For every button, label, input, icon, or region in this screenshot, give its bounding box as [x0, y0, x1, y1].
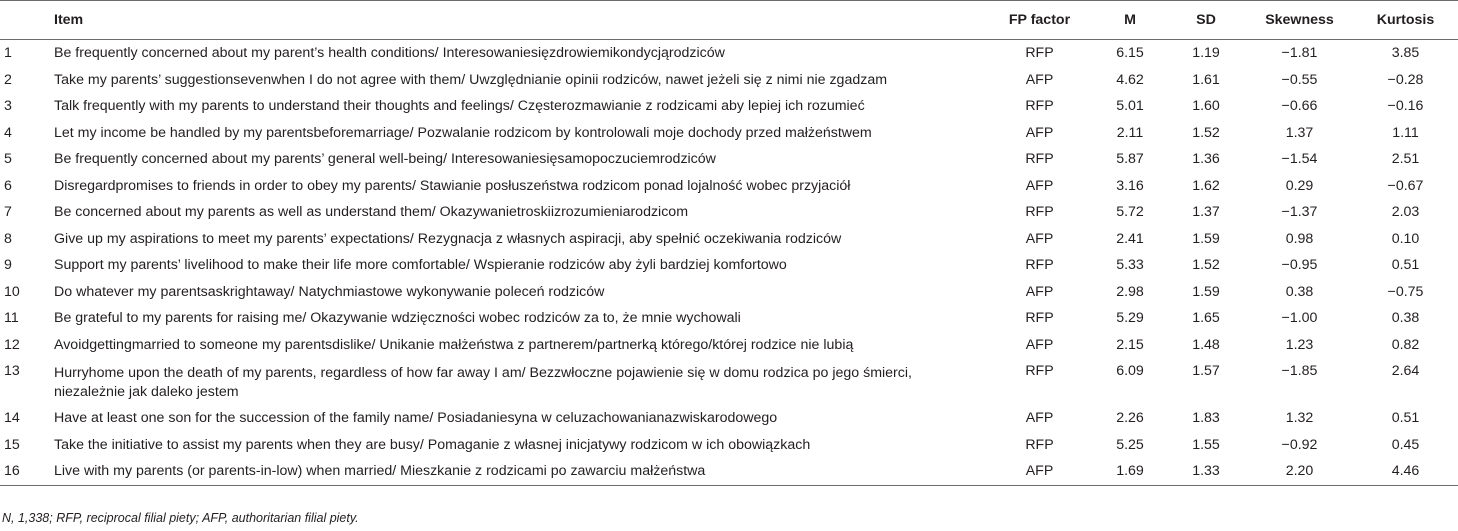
- table-row: [0, 173, 1458, 200]
- row-kurtosis: 0.45: [1391, 436, 1420, 453]
- header-number: [0, 1, 50, 40]
- row-mean: 4.62: [1116, 71, 1144, 88]
- row-item-text: Be frequently concerned about my parents’ general well-being/ Interesowaniesięsamopoczuciemrodziców: [54, 151, 716, 168]
- row-item-text: Do whatever my parentsaskrightaway/ Natychmiastowe wykonywanie poleceń rodziców: [54, 283, 605, 300]
- row-kurtosis: 2.51: [1391, 151, 1420, 168]
- row-mean: 5.01: [1116, 98, 1144, 115]
- row-skewness: −0.92: [1281, 436, 1318, 453]
- table-row: [0, 199, 1458, 226]
- row-number: 6: [4, 177, 12, 194]
- table-row: [0, 332, 1458, 359]
- row-mean: 5.29: [1116, 310, 1144, 327]
- header-row: [0, 1, 1458, 40]
- table-row: [0, 458, 1458, 485]
- row-number: 14: [4, 410, 20, 427]
- table-header: [0, 1, 1458, 40]
- row-skewness: 2.20: [1246, 458, 1353, 485]
- row-number: 15: [4, 436, 20, 453]
- row-mean: 6.09: [1116, 363, 1144, 379]
- table-row: [0, 67, 1458, 94]
- row-sd: 1.83: [1192, 410, 1220, 427]
- row-fp-factor: AFP: [1025, 283, 1054, 300]
- row-fp-factor: RFP: [1025, 45, 1054, 62]
- header-sd: SD: [1166, 1, 1246, 40]
- row-fp-factor: AFP: [1025, 71, 1054, 88]
- row-kurtosis: 0.51: [1391, 410, 1420, 427]
- table-row: [0, 432, 1458, 459]
- row-skewness: −1.00: [1281, 310, 1318, 327]
- row-mean: 3.16: [1116, 177, 1144, 194]
- row-sd: 1.59: [1192, 283, 1220, 300]
- row-item-text: Avoidgettingmarried to someone my parentsdislike/ Unikanie małżeństwa z partnerem/partnerką którego/której rodzice nie lubią: [54, 336, 854, 353]
- row-kurtosis: 2.64: [1391, 363, 1420, 379]
- row-mean: 2.15: [1116, 336, 1144, 353]
- row-fp-factor: AFP: [985, 458, 1094, 485]
- row-mean: 1.69: [1094, 458, 1166, 485]
- row-skewness: 0.98: [1285, 230, 1314, 247]
- row-kurtosis: 0.10: [1391, 230, 1420, 247]
- row-fp-factor: AFP: [1025, 124, 1054, 141]
- row-mean: 2.26: [1116, 410, 1144, 427]
- row-item-text: Be concerned about my parents as well as understand them/ Okazywanietroskiizrozumieniarodzicom: [54, 204, 689, 221]
- row-fp-factor: RFP: [1025, 257, 1054, 274]
- row-fp-factor: AFP: [1025, 336, 1054, 353]
- row-number: 2: [4, 71, 12, 88]
- table-body: [0, 40, 1458, 486]
- row-kurtosis: −0.67: [1387, 177, 1424, 194]
- row-skewness: −0.55: [1281, 71, 1318, 88]
- row-number: 3: [4, 98, 12, 115]
- row-skewness: −0.66: [1281, 98, 1318, 115]
- row-item-text: Talk frequently with my parents to understand their thoughts and feelings/ Częsterozmawianie z rodzicami aby lepiej ich rozumieć: [54, 98, 865, 115]
- row-fp-factor: AFP: [1025, 177, 1054, 194]
- row-sd: 1.52: [1192, 257, 1220, 274]
- row-fp-factor: AFP: [1025, 230, 1054, 247]
- row-item-text: Let my income be handled by my parentsbeforemarriage/ Pozwalanie rodzicom by kontrolowali moje dochody przed małżeństwem: [54, 124, 872, 141]
- row-item-text: Support my parents’ livelihood to make their life more comfortable/ Wspieranie rodziców aby żyli bardziej komfortowo: [54, 257, 787, 274]
- row-fp-factor: AFP: [1025, 410, 1054, 427]
- row-number: 8: [4, 230, 12, 247]
- row-number: 1: [4, 45, 12, 62]
- row-item-text: Disregardpromises to friends in order to obey my parents/ Stawianie posłuszeństwa rodzicom ponad lojalność wobec przyjaciół: [54, 177, 851, 194]
- row-fp-factor: RFP: [1025, 310, 1054, 327]
- row-item-text: Live with my parents (or parents-in-low) when married/ Mieszkanie z rodzicami po zawarciu małżeństwa: [50, 458, 985, 485]
- row-number: 9: [4, 257, 12, 274]
- row-fp-factor: RFP: [1025, 363, 1054, 379]
- header-kurtosis: Kurtosis: [1353, 1, 1458, 40]
- row-fp-factor: RFP: [1025, 151, 1054, 168]
- row-sd: 1.60: [1192, 98, 1220, 115]
- table-row: [0, 305, 1458, 332]
- table-row: [0, 358, 1458, 405]
- row-sd: 1.52: [1192, 124, 1220, 141]
- row-kurtosis: −0.16: [1387, 98, 1424, 115]
- row-skewness: 1.32: [1285, 410, 1314, 427]
- row-item-text: Take my parents’ suggestionsevenwhen I do not agree with them/ Uwzględnianie opinii rodziców, nawet jeżeli się z nimi nie zgadzam: [54, 71, 888, 88]
- row-item-text: Have at least one son for the succession of the family name/ Posiadaniesyna w celuzachowanianazwiskarodowego: [54, 410, 778, 427]
- row-mean: 5.33: [1116, 257, 1144, 274]
- row-sd: 1.55: [1192, 436, 1220, 453]
- row-sd: 1.57: [1192, 363, 1220, 379]
- row-number: 11: [4, 310, 19, 327]
- row-number: 4: [4, 124, 12, 141]
- row-item-text: Be grateful to my parents for raising me/ Okazywanie wdzięczności wobec rodziców za to, że mnie wychowali: [54, 310, 741, 327]
- table-row: [0, 252, 1458, 279]
- row-skewness: 1.23: [1285, 336, 1314, 353]
- row-sd: 1.36: [1192, 151, 1220, 168]
- row-skewness: −1.37: [1281, 204, 1318, 221]
- row-fp-factor: RFP: [1025, 98, 1054, 115]
- row-sd: 1.33: [1166, 458, 1246, 485]
- row-number: 16: [0, 458, 50, 485]
- table-row: [0, 146, 1458, 173]
- table-row: [0, 93, 1458, 120]
- row-skewness: 0.38: [1285, 283, 1314, 300]
- table-row: [0, 120, 1458, 147]
- row-item-text: Give up my aspirations to meet my parents’ expectations/ Rezygnacja z własnych aspiracji, aby spełnić oczekiwania rodziców: [54, 230, 842, 247]
- row-skewness: 0.29: [1285, 177, 1314, 194]
- row-kurtosis: 0.38: [1391, 310, 1420, 327]
- row-kurtosis: 2.03: [1391, 204, 1420, 221]
- table-row: [0, 405, 1458, 432]
- row-number: 5: [4, 151, 12, 168]
- row-sd: 1.59: [1192, 230, 1220, 247]
- row-sd: 1.19: [1192, 45, 1220, 62]
- row-item-text: Take the initiative to assist my parents when they are busy/ Pomaganie z własnej inicjatywy rodzicom w ich obowiązkach: [54, 436, 811, 453]
- row-number: 10: [4, 283, 20, 300]
- row-kurtosis: 1.11: [1392, 124, 1419, 141]
- row-kurtosis: 4.46: [1353, 458, 1458, 485]
- row-mean: 5.25: [1116, 436, 1144, 453]
- row-skewness: 1.37: [1285, 124, 1314, 141]
- row-sd: 1.61: [1192, 71, 1220, 88]
- row-number: 7: [4, 204, 12, 221]
- row-number: 13: [4, 363, 20, 379]
- row-kurtosis: 0.51: [1391, 257, 1420, 274]
- header-item: Item: [50, 1, 985, 40]
- row-fp-factor: RFP: [1025, 436, 1054, 453]
- row-sd: 1.48: [1192, 336, 1220, 353]
- table-row: [0, 279, 1458, 306]
- header-fp-factor: FP factor: [985, 1, 1094, 40]
- row-mean: 6.15: [1116, 45, 1144, 62]
- header-skewness: Skewness: [1246, 1, 1353, 40]
- row-item-text: Be frequently concerned about my parent’s health conditions/ Interesowaniesięzdrowiemikondycjąrodziców: [54, 45, 725, 62]
- row-item-text: Hurryhome upon the death of my parents, regardless of how far away I am/ Bezzwłoczne pojawienie się w domu rodzica po jego śmierci, niezależnie jak daleko jestem: [54, 364, 912, 400]
- row-skewness: −1.54: [1281, 151, 1318, 168]
- row-mean: 5.72: [1116, 204, 1144, 221]
- row-sd: 1.65: [1192, 310, 1220, 327]
- table-row: [0, 40, 1458, 67]
- row-mean: 5.87: [1116, 151, 1144, 168]
- row-number: 12: [4, 336, 20, 353]
- row-skewness: −0.95: [1281, 257, 1318, 274]
- table-footnote: N, 1,338; RFP, reciprocal filial piety; AFP, authoritarian filial piety.: [2, 511, 359, 525]
- row-kurtosis: −0.28: [1387, 71, 1424, 88]
- row-sd: 1.37: [1192, 204, 1220, 221]
- row-mean: 2.98: [1116, 283, 1144, 300]
- row-skewness: −1.85: [1281, 363, 1318, 379]
- row-mean: 2.11: [1116, 124, 1144, 141]
- header-mean: M: [1094, 1, 1166, 40]
- row-sd: 1.62: [1192, 177, 1220, 194]
- table-row: [0, 226, 1458, 253]
- row-kurtosis: −0.75: [1387, 283, 1424, 300]
- row-fp-factor: RFP: [1025, 204, 1054, 221]
- row-mean: 2.41: [1116, 230, 1144, 247]
- row-kurtosis: 0.82: [1391, 336, 1420, 353]
- row-skewness: −1.81: [1281, 45, 1318, 62]
- row-kurtosis: 3.85: [1391, 45, 1420, 62]
